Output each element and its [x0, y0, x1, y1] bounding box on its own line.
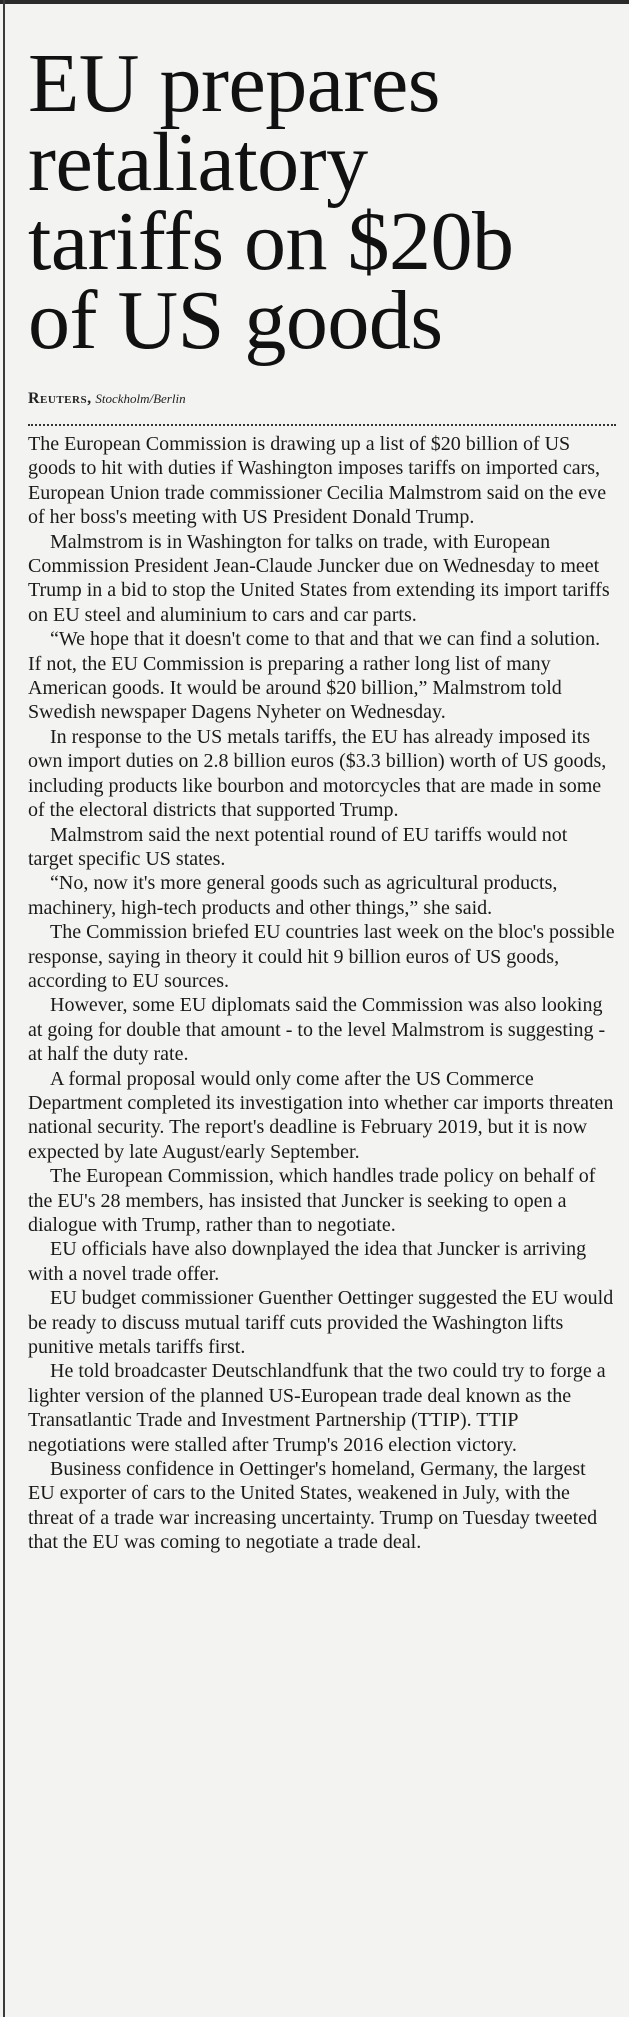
- byline: [28, 390, 616, 408]
- body-paragraph: The Commission briefed EU countries last week on the bloc's possible response, saying in theory it could hit 9 billion euros of US goods, according to EU sources.: [28, 921, 615, 992]
- body-paragraph: “We hope that it doesn't come to that and that we can find a solution. If not, the EU Commission is preparing a rather long list of many American goods. It would be around $20 billion,” Malmstrom told Swedish newspaper Dagens Nyheter on Wednesday.: [28, 628, 601, 724]
- body-paragraph: A formal proposal would only come after the US Commerce Department completed its investigation into whether car imports threaten national security. The report's deadline is February 2019, but it is now expected by late August/early September.: [28, 1067, 614, 1163]
- headline-line: EU prepares: [28, 37, 440, 130]
- body-paragraph: Malmstrom is in Washington for talks on trade, with European Commission President Jean-Claude Juncker due on Wednesday to meet Trump in a bid to stop the United States from extending its import tariffs on EU steel and aluminium to cars and car parts.: [28, 530, 610, 626]
- byline-dateline: Stockholm/Berlin: [95, 391, 186, 406]
- article-body: [28, 432, 616, 1555]
- body-paragraph: In response to the US metals tariffs, the EU has already imposed its own import duties on 2.8 billion euros ($3.3 billion) worth of US goods, including products like bourbon and motorcycles that are made in some of the electoral districts that supported Trump.: [28, 725, 607, 822]
- headline-line: of US goods: [28, 274, 443, 367]
- body-paragraph: The European Commission is drawing up a list of $20 billion of US goods to hit with duties if Washington imposes tariffs on imported cars, European Union trade commissioner Cecilia Malmstrom said on the eve of her boss's meeting with US President Donald Trump.: [28, 433, 607, 529]
- body-paragraph: EU officials have also downplayed the idea that Juncker is arriving with a novel trade offer.: [28, 1238, 587, 1285]
- dotted-divider: [28, 424, 616, 426]
- headline-line: tariffs on $20b: [28, 195, 514, 288]
- byline-agency: Reuters,: [28, 390, 92, 407]
- body-paragraph: EU budget commissioner Guenther Oettinger suggested the EU would be ready to discuss mutual tariff cuts provided the Washington lifts punitive metals tariffs first.: [28, 1287, 614, 1359]
- top-border-rule: [0, 0, 629, 4]
- body-paragraph: He told broadcaster Deutschlandfunk that the two could try to forge a lighter version of the planned US-European trade deal known as the Transatlantic Trade and Investment Partnership (TTIP). TTIP negotiations were stalled after Trump's 2016 election victory.: [28, 1360, 606, 1456]
- news-article: [28, 37, 616, 1555]
- body-paragraph: Malmstrom said the next potential round of EU tariffs would not target specific US states.: [28, 823, 568, 870]
- body-paragraph: Business confidence in Oettinger's homeland, Germany, the largest EU exporter of cars to the United States, weakened in July, with the threat of a trade war increasing uncertainty. Trump on Tuesday tweeted that the EU was coming to negotiate a trade deal.: [28, 1458, 598, 1554]
- body-paragraph: “No, now it's more general goods such as agricultural products, machinery, high-tech products and other things,” she said.: [28, 872, 558, 919]
- left-border-rule: [3, 0, 5, 2017]
- article-headline: [28, 37, 616, 367]
- body-paragraph: However, some EU diplomats said the Commission was also looking at going for double that amount - to the level Malmstrom is suggesting - at half the duty rate.: [28, 994, 606, 1066]
- headline-line: retaliatory: [28, 116, 368, 209]
- body-paragraph: The European Commission, which handles trade policy on behalf of the EU's 28 members, has insisted that Juncker is seeking to open a dialogue with Trump, rather than to negotiate.: [28, 1165, 596, 1236]
